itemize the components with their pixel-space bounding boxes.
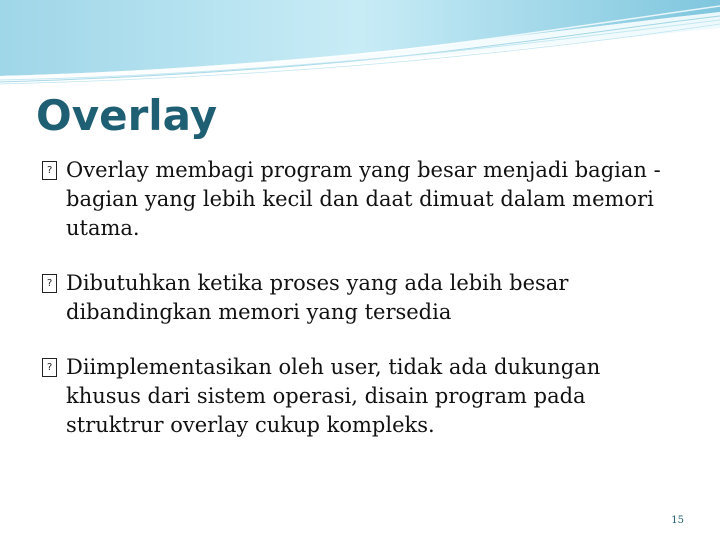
slide-title: Overlay	[36, 91, 218, 140]
missing-glyph-icon: ?	[42, 358, 57, 377]
bullet-item	[40, 353, 680, 440]
bullet-list	[40, 156, 680, 440]
bullet-item	[40, 269, 680, 327]
bullet-text: Diimplementasikan oleh user, tidak ada dukungan khusus dari sistem operasi, disain program pada struktrur overlay cukup kompleks.	[66, 355, 601, 437]
missing-glyph-icon: ?	[42, 161, 57, 180]
bullet-text: Dibutuhkan ketika proses yang ada lebih besar dibandingkan memori yang tersedia	[66, 271, 569, 324]
bullet-text: Overlay membagi program yang besar menjadi bagian -bagian yang lebih kecil dan daat dimuat dalam memori utama.	[66, 158, 661, 240]
bullet-item	[40, 156, 680, 243]
decorative-wave-banner	[0, 0, 720, 90]
page-number: 15	[671, 515, 684, 526]
missing-glyph-icon: ?	[42, 274, 57, 293]
